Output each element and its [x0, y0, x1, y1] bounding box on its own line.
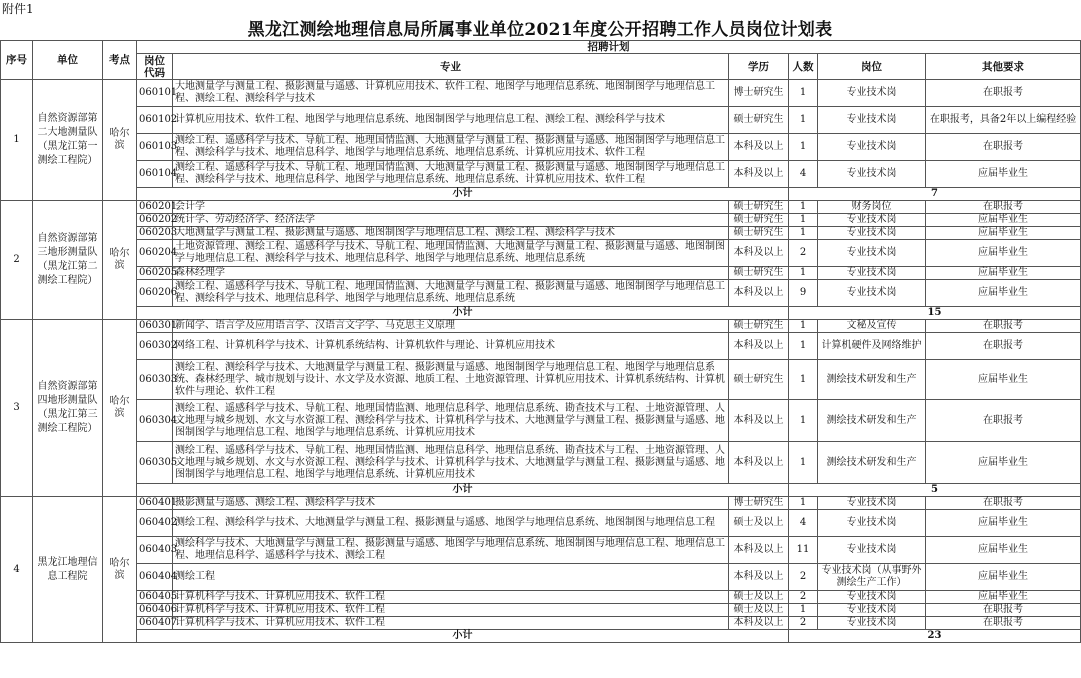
post-cell: 专业技术岗	[818, 161, 926, 188]
post-code: 060305	[137, 442, 173, 484]
other-cell: 应届毕业生	[926, 227, 1081, 240]
post-cell: 文秘及宣传	[818, 320, 926, 333]
group-unit: 自然资源部第二大地测量队（黑龙江第一测绘工程院）	[33, 80, 103, 201]
count-cell: 1	[789, 320, 818, 333]
post-code: 060303	[137, 360, 173, 400]
count-cell: 1	[789, 267, 818, 280]
table-row	[1, 240, 1081, 267]
post-code: 060103	[137, 134, 173, 161]
group-site: 哈尔滨	[103, 497, 137, 643]
post-code: 060406	[137, 604, 173, 617]
table-row	[1, 617, 1081, 630]
post-cell: 专业技术岗	[818, 537, 926, 564]
table-row	[1, 591, 1081, 604]
subtotal-row	[1, 630, 1081, 643]
post-cell: 专业技术岗	[818, 267, 926, 280]
post-cell: 专业技术岗	[818, 617, 926, 630]
subtotal-value: 15	[789, 307, 1081, 320]
group-no: 3	[1, 320, 33, 497]
post-code: 060407	[137, 617, 173, 630]
other-cell: 在职报考	[926, 400, 1081, 442]
other-cell: 在职报考	[926, 80, 1081, 107]
subtotal-value: 5	[789, 484, 1081, 497]
count-cell: 1	[789, 201, 818, 214]
header-count: 人数	[789, 54, 818, 80]
subtotal-label: 小计	[137, 484, 789, 497]
education-cell: 本科及以上	[729, 134, 789, 161]
post-cell: 专业技术岗	[818, 214, 926, 227]
table-row	[1, 510, 1081, 537]
major-cell: 测绘工程、遥感科学与技术、导航工程、地理国情监测、大地测量学与测量工程、摄影测量与遥感、地图制图学与地理信息工程、测绘科学与技术、地理信息科学、地图学与地理信息系统、地理信息系统	[173, 280, 729, 307]
other-cell: 应届毕业生	[926, 591, 1081, 604]
table-row	[1, 320, 1081, 333]
education-cell: 本科及以上	[729, 564, 789, 591]
education-cell: 硕士研究生	[729, 267, 789, 280]
group-no: 4	[1, 497, 33, 643]
education-cell: 硕士研究生	[729, 320, 789, 333]
table-row	[1, 497, 1081, 510]
education-cell: 硕士研究生	[729, 360, 789, 400]
subtotal-row	[1, 307, 1081, 320]
post-code: 060104	[137, 161, 173, 188]
table-row	[1, 360, 1081, 400]
post-code: 060402	[137, 510, 173, 537]
count-cell: 1	[789, 214, 818, 227]
subtotal-row	[1, 484, 1081, 497]
post-cell: 专业技术岗	[818, 280, 926, 307]
post-code: 060404	[137, 564, 173, 591]
other-cell: 应届毕业生	[926, 240, 1081, 267]
header-plan: 招聘计划	[137, 41, 1081, 54]
major-cell: 测绘工程、测绘科学与技术、大地测量学与测量工程、摄影测量与遥感、地图学与地理信息系统、地图制图与地理信息工程	[173, 510, 729, 537]
count-cell: 1	[789, 227, 818, 240]
major-cell: 测绘工程	[173, 564, 729, 591]
table-row	[1, 134, 1081, 161]
major-cell: 测绘工程、遥感科学与技术、导航工程、地理国情监测、地理信息科学、地理信息系统、勘查技术与工程、土地资源管理、人文地理与城乡规划、水文与水资源工程、测绘科学与技术、计算机科学与技术、大地测量学与测量工程、摄影测量与遥感、地图制图学与地理信息工程、地图学与地理信息系统、计算机应用技术	[173, 400, 729, 442]
major-cell: 摄影测量与遥感、测绘工程、测绘科学与技术	[173, 497, 729, 510]
header-site: 考点	[103, 41, 137, 80]
post-code: 060405	[137, 591, 173, 604]
table-row	[1, 227, 1081, 240]
table-row	[1, 333, 1081, 360]
major-cell: 大地测量学与测量工程、摄影测量与遥感、地图制图学与地理信息工程、测绘工程、测绘科学与技术	[173, 227, 729, 240]
post-code: 060302	[137, 333, 173, 360]
education-cell: 博士研究生	[729, 80, 789, 107]
other-cell: 在职报考	[926, 604, 1081, 617]
group-unit: 自然资源部第四地形测量队（黑龙江第三测绘工程院）	[33, 320, 103, 497]
education-cell: 本科及以上	[729, 400, 789, 442]
post-code: 060204	[137, 240, 173, 267]
count-cell: 1	[789, 134, 818, 161]
major-cell: 森林经理学	[173, 267, 729, 280]
post-cell: 专业技术岗	[818, 591, 926, 604]
other-cell: 应届毕业生	[926, 564, 1081, 591]
subtotal-label: 小计	[137, 307, 789, 320]
major-cell: 土地资源管理、测绘工程、遥感科学与技术、导航工程、地理国情监测、大地测量学与测量工程、摄影测量与遥感、地图制图学与地理信息工程、测绘科学与技术、地理信息科学、地图学与地理信息系统、地理信息系统	[173, 240, 729, 267]
group-site: 哈尔滨	[103, 201, 137, 320]
major-cell: 测绘工程、遥感科学与技术、导航工程、地理国情监测、大地测量学与测量工程、摄影测量与遥感、地图制图学与地理信息工程、测绘科学与技术、地理信息科学、地图学与地理信息系统、地理信息系统、计算机应用技术、软件工程	[173, 161, 729, 188]
post-cell: 专业技术岗	[818, 227, 926, 240]
count-cell: 1	[789, 400, 818, 442]
major-cell: 大地测量学与测量工程、摄影测量与遥感、计算机应用技术、软件工程、地图学与地理信息系统、地图制图学与地理信息工程、测绘工程、测绘科学与技术	[173, 80, 729, 107]
table-row	[1, 400, 1081, 442]
other-cell: 应届毕业生	[926, 537, 1081, 564]
count-cell: 11	[789, 537, 818, 564]
table-row	[1, 267, 1081, 280]
header-unit: 单位	[33, 41, 103, 80]
major-cell: 测绘科学与技术、大地测量学与测量工程、摄影测量与遥感、地图学与地理信息系统、地图制图与地理信息工程、地理信息工程、地理信息科学、遥感科学与技术、测绘工程	[173, 537, 729, 564]
table-row	[1, 80, 1081, 107]
education-cell: 本科及以上	[729, 537, 789, 564]
post-cell: 专业技术岗	[818, 604, 926, 617]
count-cell: 2	[789, 591, 818, 604]
education-cell: 本科及以上	[729, 333, 789, 360]
count-cell: 1	[789, 604, 818, 617]
page-title: 黑龙江测绘地理信息局所属事业单位2021年度公开招聘工作人员岗位计划表	[247, 20, 833, 40]
education-cell: 硕士研究生	[729, 107, 789, 134]
post-code: 060304	[137, 400, 173, 442]
table-row	[1, 107, 1081, 134]
other-cell: 在职报考	[926, 201, 1081, 214]
count-cell: 1	[789, 333, 818, 360]
count-cell: 2	[789, 240, 818, 267]
post-code: 060301	[137, 320, 173, 333]
major-cell: 新闻学、语言学及应用语言学、汉语言文字学、马克思主义原理	[173, 320, 729, 333]
education-cell: 本科及以上	[729, 442, 789, 484]
other-cell: 在职报考	[926, 333, 1081, 360]
header-code: 岗位代码	[137, 54, 173, 80]
post-cell: 专业技术岗	[818, 107, 926, 134]
count-cell: 1	[789, 497, 818, 510]
major-cell: 测绘工程、遥感科学与技术、导航工程、地理国情监测、地理信息科学、地理信息系统、勘查技术与工程、土地资源管理、人文地理与城乡规划、水文与水资源工程、测绘科学与技术、计算机科学与技术、大地测量学与测量工程、摄影测量与遥感、地图制图学与地理信息工程、地图学与地理信息系统、计算机应用技术	[173, 442, 729, 484]
education-cell: 本科及以上	[729, 240, 789, 267]
major-cell: 测绘工程、测绘科学与技术、大地测量学与测量工程、摄影测量与遥感、地图制图学与地理信息工程、地图学与地理信息系统、森林经理学、城市规划与设计、水文学及水资源、地质工程、土地资源管理、计算机应用技术、计算机系统结构、计算机软件与理论、软件工程	[173, 360, 729, 400]
post-code: 060102	[137, 107, 173, 134]
other-cell: 在职报考	[926, 134, 1081, 161]
education-cell: 博士研究生	[729, 497, 789, 510]
major-cell: 网络工程、计算机科学与技术、计算机系统结构、计算机软件与理论、计算机应用技术	[173, 333, 729, 360]
post-cell: 计算机硬件及网络维护	[818, 333, 926, 360]
post-cell: 专业技术岗	[818, 240, 926, 267]
group-site: 哈尔滨	[103, 80, 137, 201]
other-cell: 在职报考	[926, 497, 1081, 510]
count-cell: 1	[789, 80, 818, 107]
header-other: 其他要求	[926, 54, 1081, 80]
table-row	[1, 161, 1081, 188]
header-post: 岗位	[818, 54, 926, 80]
table-row	[1, 201, 1081, 214]
other-cell: 应届毕业生	[926, 214, 1081, 227]
other-cell: 在职报考	[926, 617, 1081, 630]
post-cell: 财务岗位	[818, 201, 926, 214]
group-site: 哈尔滨	[103, 320, 137, 497]
education-cell: 硕士及以上	[729, 510, 789, 537]
count-cell: 9	[789, 280, 818, 307]
post-code: 060201	[137, 201, 173, 214]
post-code: 060401	[137, 497, 173, 510]
count-cell: 2	[789, 617, 818, 630]
header-edu: 学历	[729, 54, 789, 80]
post-cell: 专业技术岗	[818, 80, 926, 107]
subtotal-value: 7	[789, 188, 1081, 201]
post-code: 060202	[137, 214, 173, 227]
group-no: 2	[1, 201, 33, 320]
table-row	[1, 214, 1081, 227]
count-cell: 1	[789, 360, 818, 400]
subtotal-value: 23	[789, 630, 1081, 643]
other-cell: 应届毕业生	[926, 161, 1081, 188]
major-cell: 计算机科学与技术、计算机应用技术、软件工程	[173, 617, 729, 630]
count-cell: 4	[789, 510, 818, 537]
post-cell: 专业技术岗	[818, 497, 926, 510]
education-cell: 硕士研究生	[729, 201, 789, 214]
education-cell: 硕士及以上	[729, 591, 789, 604]
major-cell: 计算机科学与技术、计算机应用技术、软件工程	[173, 591, 729, 604]
major-cell: 统计学、劳动经济学、经济法学	[173, 214, 729, 227]
other-cell: 应届毕业生	[926, 510, 1081, 537]
table-row	[1, 280, 1081, 307]
subtotal-label: 小计	[137, 630, 789, 643]
table-row	[1, 604, 1081, 617]
major-cell: 计算机科学与技术、计算机应用技术、软件工程	[173, 604, 729, 617]
count-cell: 1	[789, 107, 818, 134]
table-row	[1, 537, 1081, 564]
other-cell: 应届毕业生	[926, 280, 1081, 307]
education-cell: 硕士研究生	[729, 227, 789, 240]
education-cell: 本科及以上	[729, 617, 789, 630]
post-cell: 专业技术岗	[818, 134, 926, 161]
post-cell: 测绘技术研发和生产	[818, 442, 926, 484]
other-cell: 应届毕业生	[926, 442, 1081, 484]
table-row	[1, 564, 1081, 591]
education-cell: 本科及以上	[729, 280, 789, 307]
group-no: 1	[1, 80, 33, 201]
group-unit: 自然资源部第三地形测量队（黑龙江第二测绘工程院）	[33, 201, 103, 320]
header-major: 专业	[173, 54, 729, 80]
table-row	[1, 442, 1081, 484]
post-cell: 测绘技术研发和生产	[818, 400, 926, 442]
major-cell: 计算机应用技术、软件工程、地图学与地理信息系统、地图制图学与地理信息工程、测绘工程、测绘科学与技术	[173, 107, 729, 134]
post-code: 060205	[137, 267, 173, 280]
attachment-label: 附件1	[2, 2, 34, 16]
other-cell: 应届毕业生	[926, 360, 1081, 400]
count-cell: 2	[789, 564, 818, 591]
other-cell: 应届毕业生	[926, 267, 1081, 280]
other-cell: 在职报考	[926, 320, 1081, 333]
education-cell: 本科及以上	[729, 161, 789, 188]
post-code: 060206	[137, 280, 173, 307]
recruitment-table	[0, 40, 1081, 643]
post-cell: 测绘技术研发和生产	[818, 360, 926, 400]
subtotal-label: 小计	[137, 188, 789, 201]
count-cell: 4	[789, 161, 818, 188]
major-cell: 测绘工程、遥感科学与技术、导航工程、地理国情监测、大地测量学与测量工程、摄影测量与遥感、地图制图学与地理信息工程、测绘科学与技术、地理信息科学、地图学与地理信息系统、地理信息系统、计算机应用技术、软件工程	[173, 134, 729, 161]
header-no: 序号	[1, 41, 33, 80]
other-cell: 在职报考，具备2年以上编程经验	[926, 107, 1081, 134]
post-cell: 专业技术岗	[818, 510, 926, 537]
group-unit: 黑龙江地理信息工程院	[33, 497, 103, 643]
post-code: 060203	[137, 227, 173, 240]
subtotal-row	[1, 188, 1081, 201]
count-cell: 1	[789, 442, 818, 484]
education-cell: 硕士及以上	[729, 604, 789, 617]
major-cell: 会计学	[173, 201, 729, 214]
post-code: 060403	[137, 537, 173, 564]
post-code: 060101	[137, 80, 173, 107]
post-cell: 专业技术岗（从事野外测绘生产工作）	[818, 564, 926, 591]
education-cell: 硕士研究生	[729, 214, 789, 227]
